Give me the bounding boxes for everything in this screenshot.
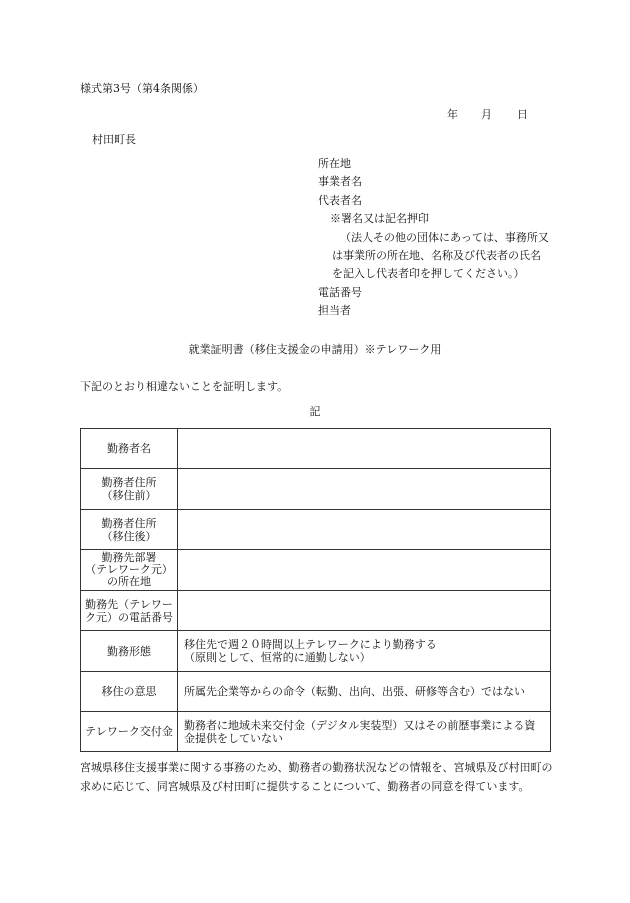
- row-value-relocation-intent: 所属先企業等からの命令（転勤、出向、出張、研修等含む）ではない: [178, 672, 551, 712]
- certification-statement: 下記のとおり相違ないことを証明します。: [80, 380, 289, 393]
- issuer-seal-note: ※署名又は記名押印: [330, 212, 429, 226]
- row-value-office-phone[interactable]: [178, 591, 551, 631]
- issuer-corp-note-1: （法人その他の団体にあっては、事務所又: [340, 230, 549, 244]
- date-month: 月: [481, 108, 492, 121]
- row-label-office-phone: 勤務先（テレワー ク元）の電話番号: [81, 591, 178, 631]
- consent-footnote: 宮城県移住支援事業に関する事務のため、勤務者の勤務状況などの情報を、宮城県及び村田町の求めに応じて、同宮城県及び村田町に提供することについて、勤務者の同意を得ています。: [80, 761, 553, 793]
- row-value-work-style: 移住先で週２０時間以上テレワークにより勤務する （原則として、恒常的に通勤しない）: [178, 631, 551, 672]
- issuer-phone-label: 電話番号: [318, 285, 362, 299]
- row-label-work-style: 勤務形態: [81, 631, 178, 672]
- row-label-address-after: 勤務者住所 （移住後）: [81, 510, 178, 550]
- issuer-corp-note-3: を記入し代表者印を押してください。）: [332, 267, 525, 281]
- document-title: 就業証明書（移住支援金の申請用）※テレワーク用: [188, 343, 442, 356]
- row-value-office-location[interactable]: [178, 550, 551, 591]
- row-label-worker-name: 勤務者名: [81, 429, 178, 469]
- row-value-worker-name[interactable]: [178, 429, 551, 469]
- date-year: 年: [447, 108, 458, 121]
- issuer-location-label: 所在地: [318, 157, 351, 170]
- table-row: [81, 672, 551, 712]
- table-row: [81, 429, 551, 469]
- table-row: [81, 591, 551, 631]
- table-row: [81, 631, 551, 672]
- issuer-contact-label: 担当者: [318, 304, 351, 318]
- issuer-business-name-label: 事業者名: [318, 175, 362, 189]
- form-number: 様式第3号（第4条関係）: [80, 82, 204, 95]
- issuer-block: [318, 156, 549, 322]
- table-row: [81, 712, 551, 752]
- certificate-table: [80, 428, 551, 752]
- issuer-corp-note-2: は事業所の所在地、名称及び代表者の氏名: [332, 248, 541, 262]
- table-row: [81, 510, 551, 550]
- table-row: [81, 469, 551, 510]
- row-label-telework-grant: テレワーク交付金: [81, 712, 178, 752]
- row-label-address-before: 勤務者住所 （移住前）: [81, 469, 178, 510]
- row-value-address-after[interactable]: [178, 510, 551, 550]
- date-line: [447, 108, 528, 122]
- row-label-office-location: 勤務先部署 （テレワーク元） の所在地: [81, 550, 178, 591]
- issuer-representative-label: 代表者名: [318, 193, 362, 207]
- row-value-telework-grant: 勤務者に地域未来交付金（デジタル実装型）又はその前歴事業による資金提供をしていない: [178, 712, 551, 752]
- row-label-relocation-intent: 移住の意思: [81, 672, 178, 712]
- table-row: [81, 550, 551, 591]
- row-value-address-before[interactable]: [178, 469, 551, 510]
- ki-heading: 記: [309, 405, 321, 418]
- date-day: 日: [517, 108, 528, 121]
- addressee: 村田町長: [92, 133, 136, 146]
